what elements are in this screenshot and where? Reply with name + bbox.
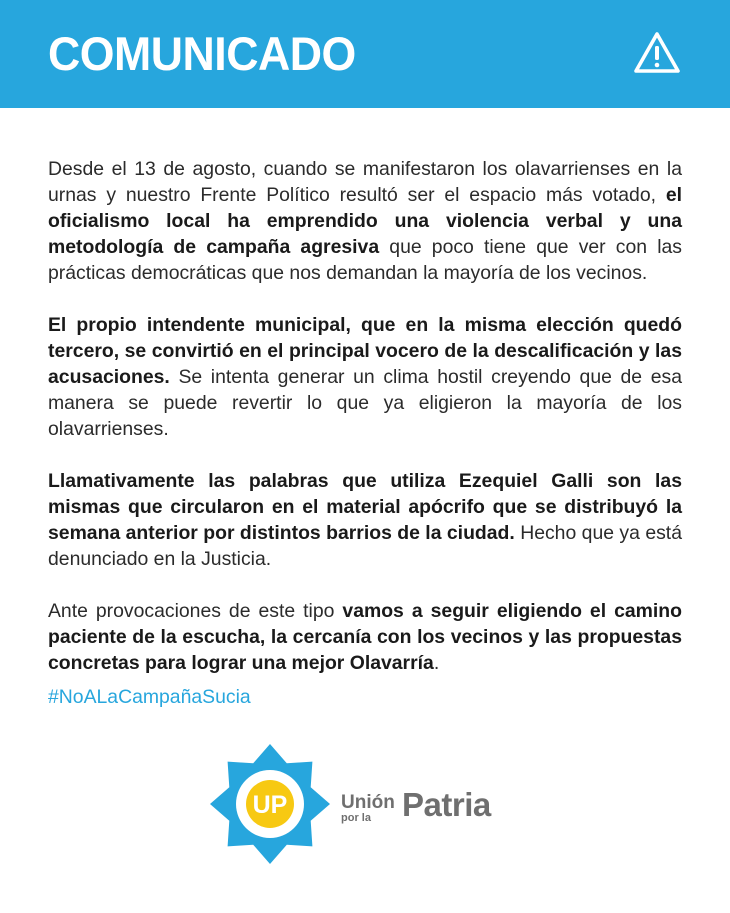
text-run: Desde el 13 de agosto, cuando se manifestaron los olavarrienses en la urnas y nuestro Frente Político resultó ser el espacio más votado, (48, 158, 682, 206)
paragraph-1 (48, 156, 682, 286)
logo-badge-text: UP (252, 791, 288, 819)
text-run: Hecho que ya está denunciado en la Justicia. (48, 522, 682, 570)
bold-run: Llamativamente las palabras que utiliza Ezequiel Galli son las mismas que circularon en el material apócrifo que se distribuyó la semana anterior por distintos barrios de la ciudad. (48, 470, 682, 544)
hashtag-link[interactable]: #NoALaCampañaSucia (48, 686, 251, 708)
bold-run: vamos a seguir eligiendo el camino paciente de la escucha, la cercanía con los vecinos y las propuestas concretas para lograr una mejor Olavarría (48, 600, 682, 674)
bold-run: el oficialismo local ha emprendido una violencia verbal y una metodología de campaña agresiva (48, 184, 682, 258)
paragraph-2 (48, 312, 682, 442)
logo-union-text: Unión (341, 792, 395, 813)
warning-triangle-icon (632, 30, 682, 76)
logo-patria-text: Patria (402, 786, 491, 823)
text-run: Ante provocaciones de este tipo (48, 600, 343, 622)
logo-por-la-text: por la (341, 812, 371, 824)
text-run: Se intenta generar un clima hostil creyendo que de esa manera se puede revertir lo que ya eligieron la mayoría de los olavarrienses. (48, 366, 682, 440)
text-run: que poco tiene que ver con las prácticas democráticas que nos demandan la mayoría de los vecinos. (48, 236, 682, 284)
page-title: COMUNICADO (48, 27, 356, 80)
union-por-la-patria-sun-logo (208, 742, 332, 866)
paragraph-4 (48, 598, 682, 676)
header-bar (0, 0, 730, 108)
statement-body (48, 156, 682, 702)
paragraph-3 (48, 468, 682, 572)
bold-run: El propio intendente municipal, que en la misma elección quedó tercero, se convirtió en el principal vocero de la descalificación y las acusaciones. (48, 314, 682, 388)
text-run: . (433, 652, 440, 674)
